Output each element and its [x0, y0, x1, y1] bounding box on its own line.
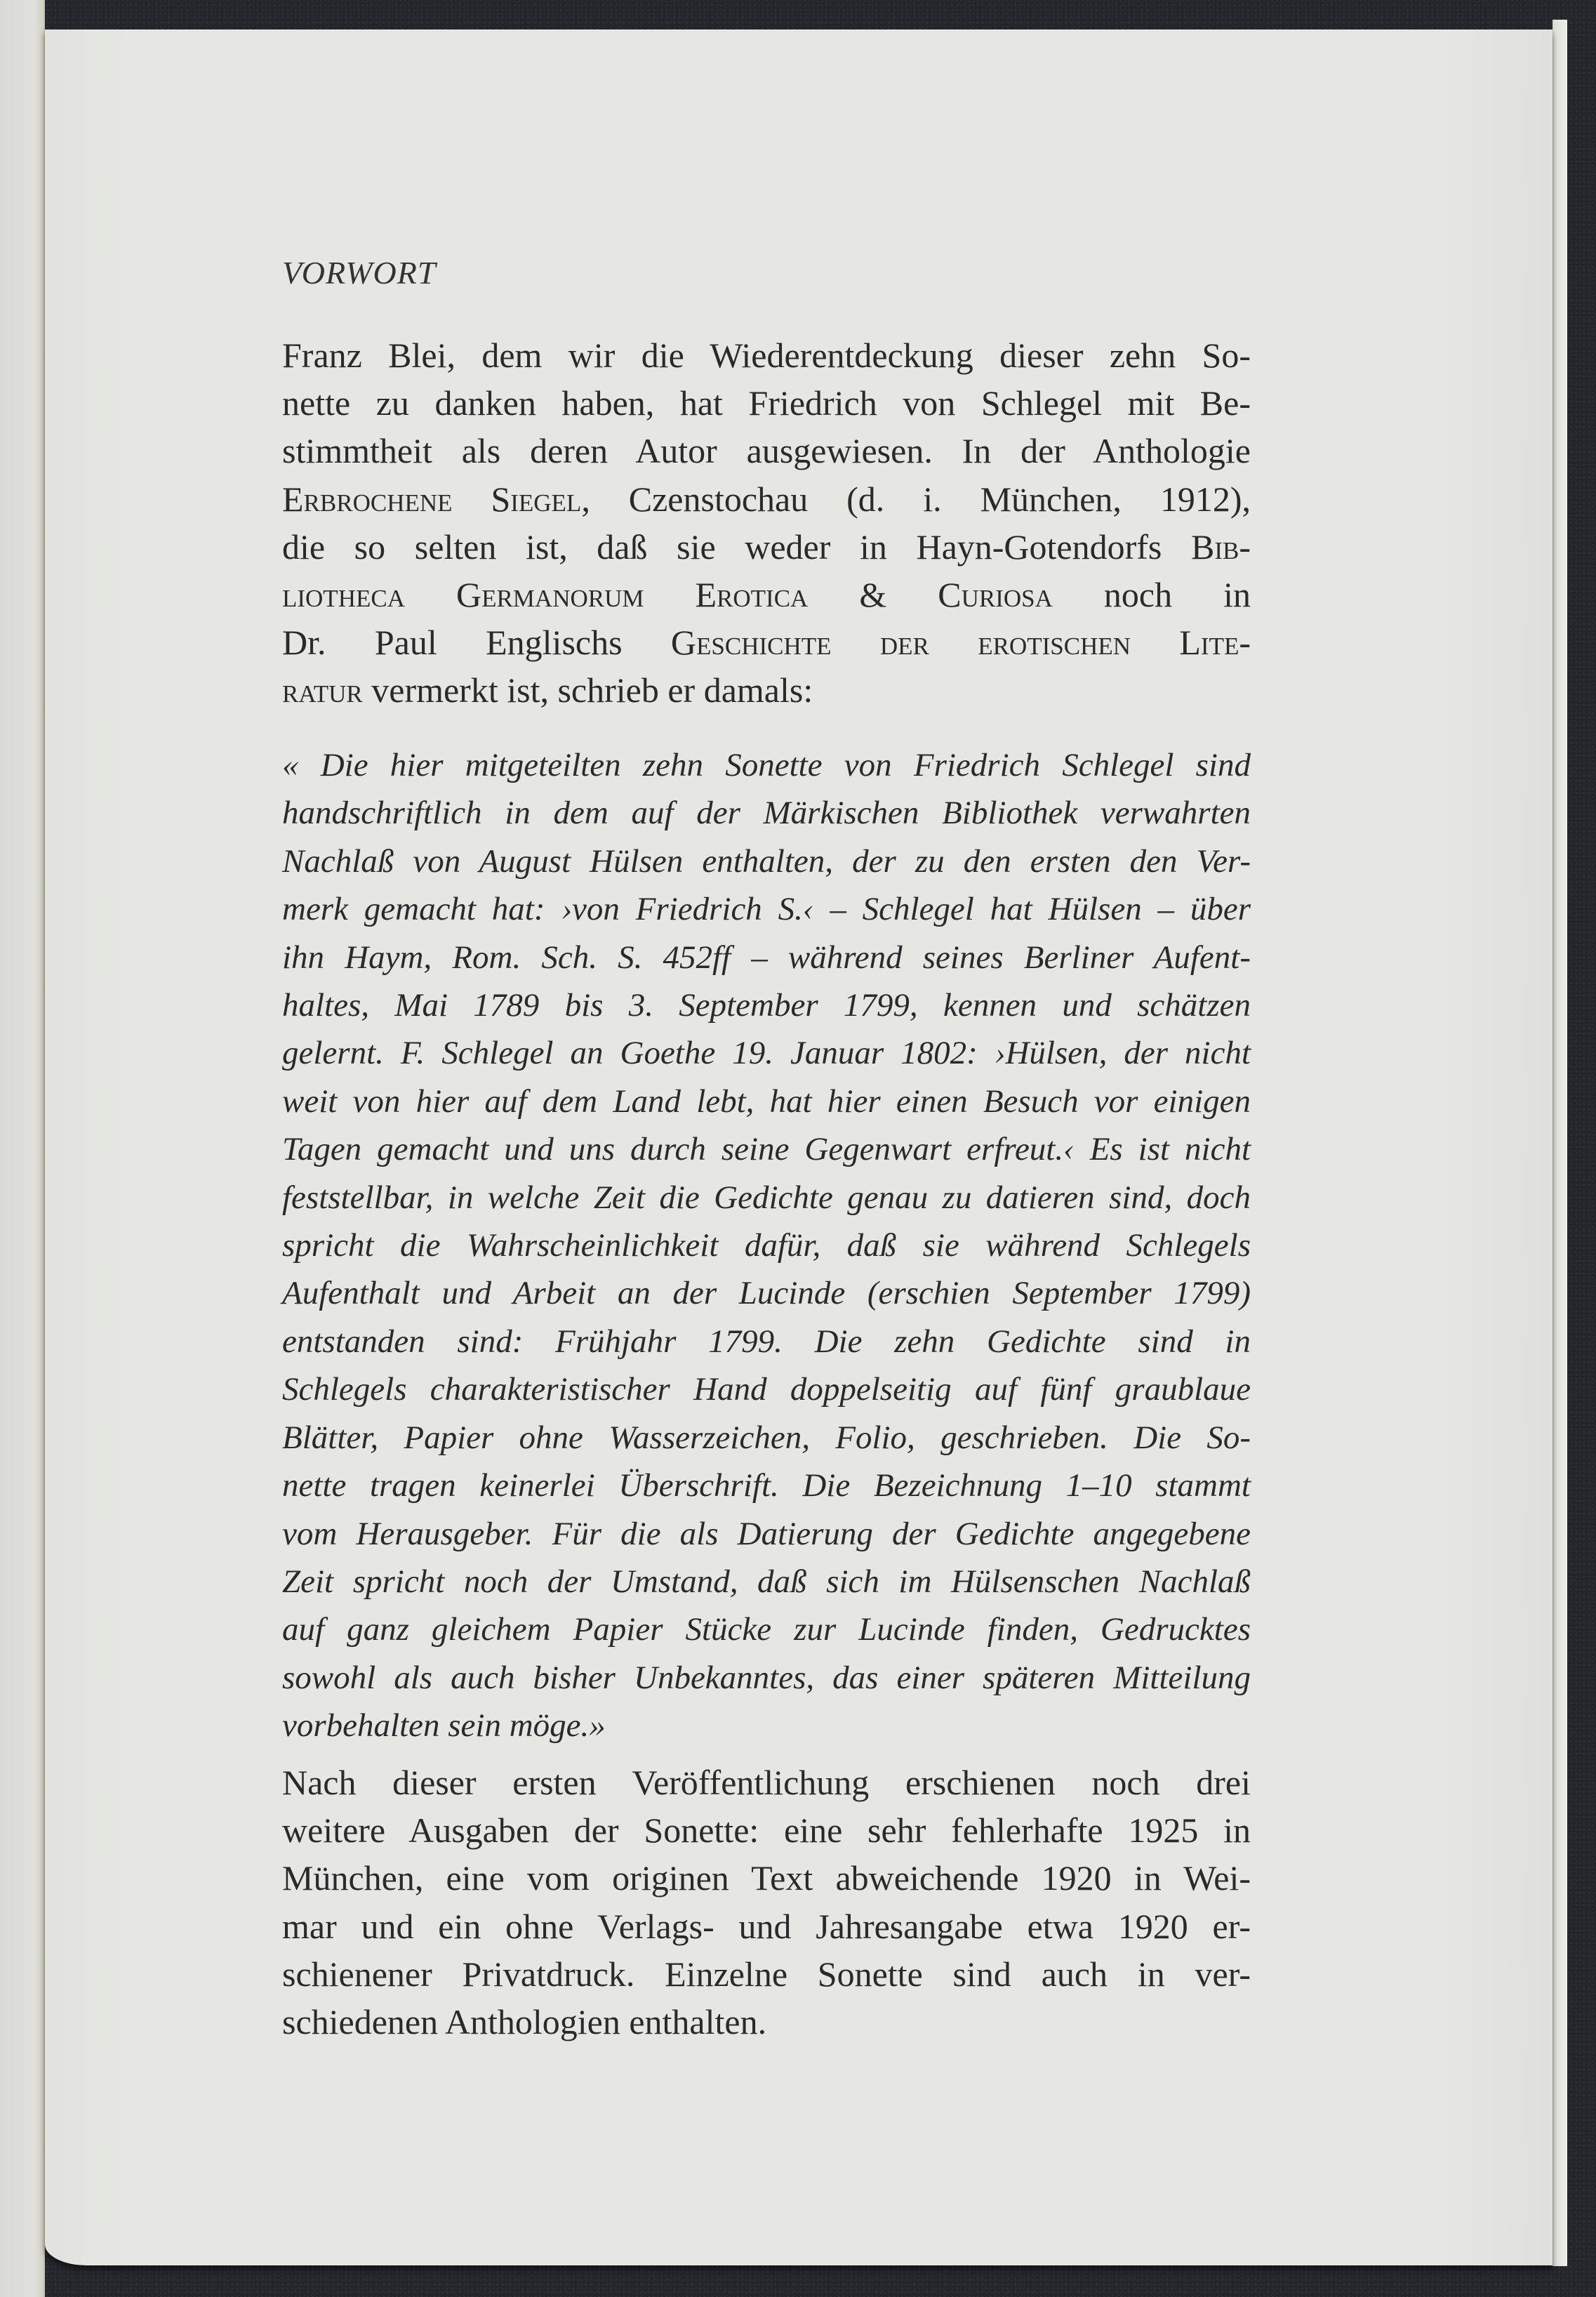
- text-line: entstanden sind: Frühjahr 1799. Die zehn Gedichte sind in: [282, 1323, 1251, 1360]
- text-line: Aufenthalt und Arbeit an der Lucinde (erschien September 1799): [282, 1275, 1251, 1312]
- text-line: [282, 475, 1251, 523]
- quoted-passage: [282, 741, 1251, 1750]
- text-line: spricht die Wahrscheinlichkeit dafür, daß sie während Schlegels: [282, 1227, 1251, 1264]
- left-page-edge: [0, 0, 45, 2297]
- text-line: Zeit spricht noch der Umstand, daß sich im Hülsenschen Nachlaß: [282, 1563, 1251, 1600]
- text-line: [282, 379, 1251, 427]
- text-segment: vermerkt ist, schrieb er damals:: [362, 670, 813, 710]
- text-segment: nette zu danken haben, hat Friedrich von Schlegel mit Be-: [282, 383, 1251, 423]
- title-small-caps: ratur: [282, 670, 363, 710]
- page-stack-edge: [1552, 20, 1567, 2266]
- text-line: handschriftlich in dem auf der Märkischen Bibliothek verwahrten: [282, 795, 1251, 832]
- text-line: München, eine vom originen Text abweichende 1920 in Wei-: [282, 1858, 1251, 1898]
- text-line: schiedenen Anthologien enthalten.: [282, 2002, 767, 2042]
- text-line: [282, 523, 1251, 571]
- text-segment: noch in: [1052, 575, 1251, 615]
- text-segment: Franz Blei, dem wir die Wiederentdeckung dieser zehn So-: [282, 336, 1251, 375]
- text-line: auf ganz gleichem Papier Stücke zur Lucinde finden, Gedrucktes: [282, 1611, 1251, 1648]
- text-line: gelernt. F. Schlegel an Goethe 19. Januar 1802: ›Hülsen, der nicht: [282, 1035, 1251, 1072]
- text-line: Schlegels charakteristischer Hand doppelseitig auf fünf graublaue: [282, 1371, 1251, 1408]
- title-small-caps: Erbrochene Siegel: [282, 479, 582, 519]
- text-line: nette tragen keinerlei Überschrift. Die Bezeichnung 1–10 stammt: [282, 1467, 1251, 1504]
- text-line: Blätter, Papier ohne Wasserzeichen, Folio, geschrieben. Die So-: [282, 1419, 1251, 1456]
- text-segment: stimmtheit als deren Autor ausgewiesen. In der Anthologie: [282, 431, 1251, 471]
- text-segment: , Czenstochau (d. i. München, 1912),: [581, 479, 1251, 519]
- text-line: weitere Ausgaben der Sonette: eine sehr fehlerhafte 1925 in: [282, 1811, 1251, 1851]
- text-line: « Die hier mitgeteilten zehn Sonette von Friedrich Schlegel sind: [282, 747, 1251, 783]
- title-small-caps: liotheca Germanorum Erotica & Curiosa: [282, 575, 1053, 615]
- text-line: [282, 571, 1251, 618]
- title-small-caps: Geschichte der erotischen Lite-: [670, 623, 1251, 663]
- text-line: vorbehalten sein möge.»: [282, 1707, 606, 1745]
- text-line: sowohl als auch bisher Unbekanntes, das einer späteren Mitteilung: [282, 1659, 1251, 1696]
- text-line: merk gemacht hat: ›von Friedrich S.‹ – Schlegel hat Hülsen – über: [282, 891, 1251, 928]
- title-small-caps: Bib-: [1191, 527, 1251, 567]
- text-line: Tagen gemacht und uns durch seine Gegenwart erfreut.‹ Es ist nicht: [282, 1131, 1251, 1168]
- text-line: mar und ein ohne Verlags- und Jahresangabe etwa 1920 er-: [282, 1906, 1251, 1946]
- text-line: feststellbar, in welche Zeit die Gedichte genau zu datieren sind, doch: [282, 1179, 1251, 1216]
- closing-paragraph: [282, 1759, 1251, 2046]
- text-line: [282, 331, 1251, 379]
- text-line: [282, 427, 1251, 475]
- text-segment: die so selten ist, daß sie weder in Hayn-Gotendorfs: [282, 527, 1191, 567]
- page-heading: VORWORT: [282, 255, 437, 291]
- text-line: haltes, Mai 1789 bis 3. September 1799, kennen und schätzen: [282, 987, 1251, 1024]
- text-line: schienener Privatdruck. Einzelne Sonette sind auch in ver-: [282, 1954, 1251, 1994]
- text-line: Nachlaß von August Hülsen enthalten, der zu den ersten den Ver-: [282, 842, 1251, 880]
- text-line: vom Herausgeber. Für die als Datierung der Gedichte angegebene: [282, 1515, 1251, 1552]
- text-segment: Dr. Paul Englischs: [282, 623, 671, 663]
- text-line: Nach dieser ersten Veröffentlichung erschienen noch drei: [282, 1763, 1251, 1802]
- text-line: ihn Haym, Rom. Sch. S. 452ff – während seines Berliner Aufent-: [282, 939, 1251, 976]
- intro-paragraph: [282, 331, 1251, 715]
- text-line: [282, 666, 1251, 714]
- text-line: weit von hier auf dem Land lebt, hat hier einen Besuch vor einigen: [282, 1083, 1251, 1120]
- text-line: [282, 618, 1251, 666]
